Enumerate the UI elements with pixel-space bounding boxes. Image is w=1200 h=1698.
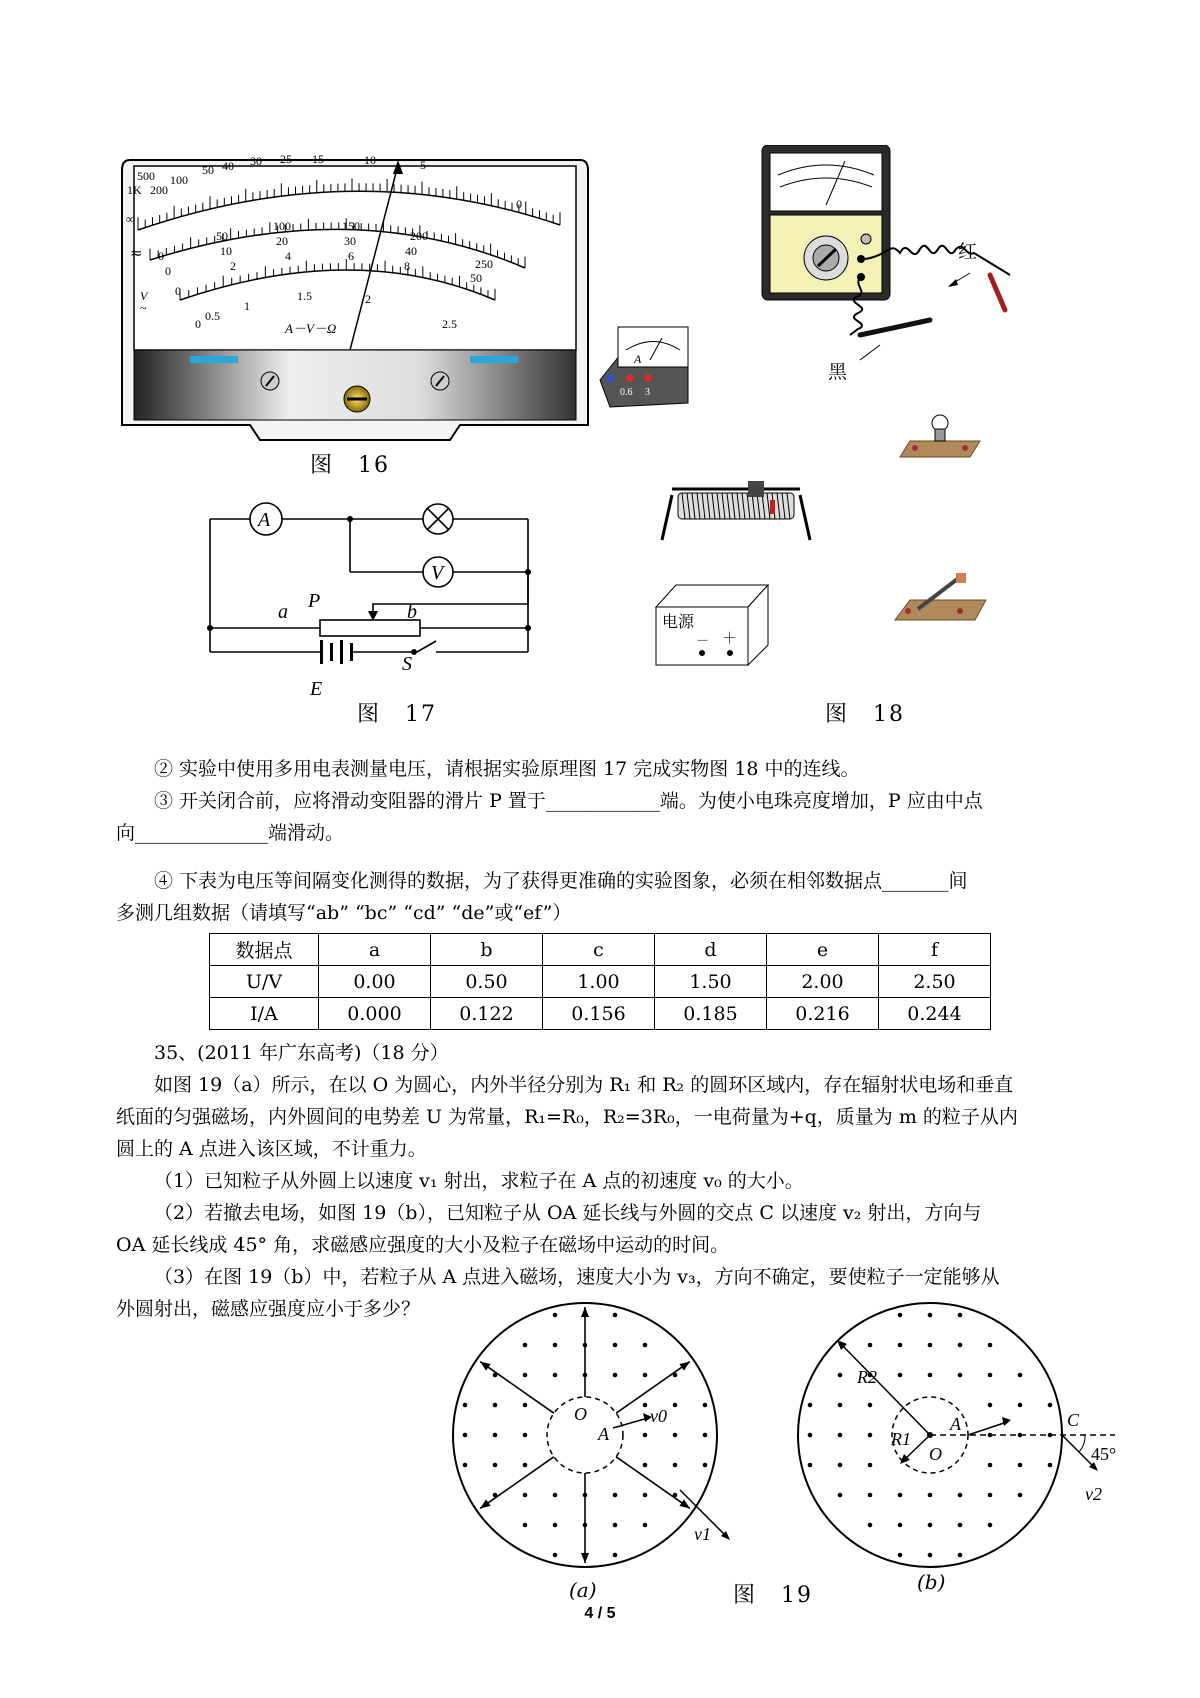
- v-tick-0c: 0: [195, 317, 201, 331]
- mid-tick-0: 0: [158, 249, 164, 263]
- question-2: [116, 753, 1086, 785]
- fig19b-v2-label: v2: [1085, 1484, 1102, 1504]
- page-number: 4 / 5: [584, 1605, 616, 1622]
- ohm-tick-30: 30: [250, 154, 262, 168]
- mid-tick-50: 50: [216, 229, 228, 243]
- v-tick-2: 2: [365, 292, 371, 306]
- p35-q2-line2: OA 延长线成 45° 角，求磁感应强度的大小及粒子在磁场中运动的时间。: [116, 1234, 730, 1256]
- q3-line1: ③ 开关闭合前，应将滑动变阻器的滑片 P 置于____________端。为使小电珠亮度增加，P 应由中点: [154, 790, 983, 812]
- mid-tick-6: 6: [348, 249, 354, 263]
- fig17-circuit: [180, 480, 550, 700]
- power-supply: [656, 585, 768, 665]
- q4-line2: 多测几组数据（请填写“ab” “bc” “cd” “de”或“ef”）: [116, 902, 572, 924]
- table-cell: d: [655, 934, 767, 966]
- e-label: E: [310, 678, 323, 700]
- v-tick-2-5: 2.5: [442, 317, 457, 331]
- problem-35: [116, 1037, 1086, 1325]
- ohm-tick-15: 15: [312, 152, 324, 166]
- fig19b-r2-label: R2: [857, 1367, 877, 1387]
- ammeter-device: [600, 327, 688, 407]
- table-cell: I/A: [210, 998, 319, 1030]
- table-cell: 0.244: [879, 998, 991, 1030]
- fig18-caption: 图 18: [825, 702, 905, 727]
- ohm-tick-10: 10: [364, 153, 376, 167]
- fig19b-o-label: O: [929, 1444, 942, 1464]
- black-lead-label: 黑: [828, 362, 848, 383]
- model-label: A－V－Ω: [285, 321, 337, 336]
- fig19a-a-label: A: [598, 1424, 609, 1444]
- mid-tick-10: 10: [220, 244, 232, 258]
- mid-tick-20: 20: [276, 234, 288, 248]
- table-cell: 0.156: [543, 998, 655, 1030]
- table-cell: 数据点: [210, 934, 319, 966]
- power-plus: ＋: [722, 631, 738, 647]
- mid-tick-200: 200: [410, 229, 428, 243]
- power-minus: －: [696, 633, 710, 648]
- p-label: P: [308, 590, 321, 612]
- mid-tick-2: 2: [230, 259, 236, 273]
- table-row: [210, 966, 991, 998]
- mid-tick-4: 4: [285, 249, 291, 263]
- ammeter-a-label: A: [634, 352, 642, 366]
- table-cell: 1.50: [655, 966, 767, 998]
- table-cell: 0.00: [319, 966, 431, 998]
- red-lead-label: 红: [958, 242, 978, 263]
- ohm-tick-5: 5: [420, 158, 426, 172]
- v-tick-1-5: 1.5: [297, 289, 312, 303]
- fig19b-angle-label: 45°: [1091, 1444, 1117, 1464]
- multimeter-device: [762, 145, 890, 300]
- q2-text: ② 实验中使用多用电表测量电压，请根据实验原理图 17 完成实物图 18 中的连线。: [154, 758, 860, 780]
- fig19b-label: (b): [917, 1570, 946, 1594]
- mid-tick-100: 100: [273, 219, 291, 233]
- ohm-tick-50: 50: [202, 163, 214, 177]
- a-label: a: [278, 601, 288, 623]
- ammeter-label: A: [258, 509, 271, 531]
- p35-q3-line1: （3）在图 19（b）中，若粒子从 A 点进入磁场，速度大小为 v₃，方向不确定，要使粒子一定能够从: [154, 1266, 1000, 1288]
- p35-header: 35、(2011 年广东高考)（18 分）: [154, 1042, 449, 1064]
- ohm-tick-100: 100: [170, 173, 188, 187]
- ammeter-range-06: 0.6: [620, 387, 633, 398]
- p35-q3-line2: 外圆射出，磁感应强度应小于多少？: [116, 1298, 421, 1320]
- table-cell: 1.00: [543, 966, 655, 998]
- mid-tick-8: 8: [404, 259, 410, 273]
- ohm-tick-0: 0: [516, 197, 522, 211]
- table-cell: 0.000: [319, 998, 431, 1030]
- bulb-on-board: [900, 415, 980, 457]
- dcac-symbol: ≂: [130, 246, 143, 262]
- mid-tick-30: 30: [344, 234, 356, 248]
- ohm-tick-25: 25: [280, 152, 292, 166]
- fig16-caption: 图 16: [310, 453, 390, 478]
- ohm-tick-500: 500: [137, 169, 155, 183]
- fig18-apparatus: [590, 145, 1020, 705]
- fig16-multimeter-dial: [120, 150, 590, 450]
- table-cell: U/V: [210, 966, 319, 998]
- v-tick-0b: 0: [175, 284, 181, 298]
- p35-q1: （1）已知粒子从外圆上以速度 v₁ 射出，求粒子在 A 点的初速度 v₀ 的大小。: [154, 1170, 804, 1192]
- ammeter-range-3: 3: [645, 387, 650, 398]
- table-cell: 0.50: [431, 966, 543, 998]
- v-tick-0: 0: [165, 264, 171, 278]
- table-cell: a: [319, 934, 431, 966]
- switch-on-board: [895, 573, 986, 620]
- mid-tick-150: 150: [342, 219, 360, 233]
- table-cell: f: [879, 934, 991, 966]
- fig19b-a-label: A: [950, 1414, 961, 1434]
- ohm-tick-inf: ∞: [126, 212, 135, 226]
- ac-symbol: ~: [140, 301, 147, 315]
- table-cell: e: [767, 934, 879, 966]
- p35-line1: 如图 19（a）所示，在以 O 为圆心，内外半径分别为 R₁ 和 R₂ 的圆环区域内，存在辐射状电场和垂直: [154, 1074, 1014, 1096]
- question-4: [116, 865, 1086, 929]
- table-cell: 2.50: [879, 966, 991, 998]
- table-cell: 0.122: [431, 998, 543, 1030]
- table-cell: 0.216: [767, 998, 879, 1030]
- question-3: [116, 785, 1086, 849]
- ohm-tick-40: 40: [222, 159, 234, 173]
- table-cell: 2.00: [767, 966, 879, 998]
- table-cell: c: [543, 934, 655, 966]
- power-label: 电源: [662, 614, 695, 631]
- b-label: b: [407, 601, 417, 623]
- ohm-tick-1k: 1K: [127, 183, 142, 197]
- p35-q2-line1: （2）若撤去电场，如图 19（b），已知粒子从 OA 延长线与外圆的交点 C 以速度 v₂ 射出，方向与: [154, 1202, 982, 1224]
- p35-line2: 纸面的匀强磁场，内外圆间的电势差 U 为常量，R₁=R₀，R₂=3R₀，一电荷量为+q，质量为 m 的粒子从内: [116, 1106, 1018, 1128]
- fig19b-c-label: C: [1067, 1410, 1080, 1430]
- p35-line3: 圆上的 A 点进入该区域，不计重力。: [116, 1138, 427, 1160]
- fig19-caption: 图 19: [733, 1583, 813, 1608]
- v-symbol: V: [140, 289, 148, 303]
- voltmeter-label: V: [431, 562, 444, 584]
- table-header-row: [210, 934, 991, 966]
- mid-tick-250: 250: [475, 257, 493, 271]
- mid-tick-40: 40: [405, 244, 417, 258]
- table-row: [210, 998, 991, 1030]
- q4-line1: ④ 下表为电压等间隔变化测得的数据，为了获得更准确的实验图象，必须在相邻数据点_______间: [154, 870, 968, 892]
- q3-line2: 向______________端滑动。: [116, 822, 345, 844]
- s-label: S: [402, 653, 412, 675]
- fig19a-v0-label: v0: [650, 1406, 667, 1426]
- fig19a-field-diagram: [450, 1300, 770, 1590]
- mid-tick-50b: 50: [470, 271, 482, 285]
- rheostat-device: [662, 481, 810, 540]
- fig19a-o-label: O: [574, 1404, 587, 1424]
- fig19b-r1-label: R1: [891, 1429, 911, 1449]
- v-tick-0-5: 0.5: [205, 309, 220, 323]
- v-tick-1: 1: [244, 299, 250, 313]
- ohm-tick-200: 200: [150, 183, 168, 197]
- data-table: [209, 933, 991, 1030]
- fig19a-label: (a): [569, 1578, 597, 1602]
- fig19a-v1-label: v1: [694, 1524, 711, 1544]
- table-cell: b: [431, 934, 543, 966]
- table-cell: 0.185: [655, 998, 767, 1030]
- fig19b-field-diagram: [795, 1300, 1135, 1590]
- fig17-caption: 图 17: [357, 702, 437, 727]
